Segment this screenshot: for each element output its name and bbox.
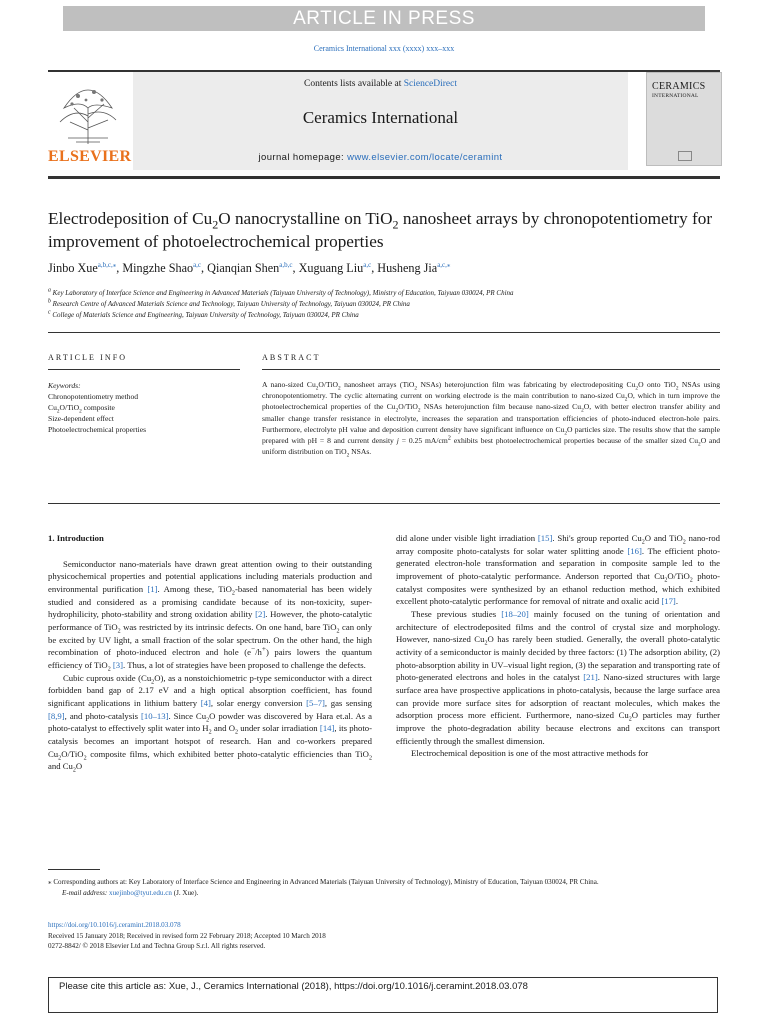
cover-title: CERAMICS [652,81,706,92]
sciencedirect-link[interactable]: ScienceDirect [403,79,457,89]
divider [48,369,240,370]
article-history: https://doi.org/10.1016/j.ceramint.2018.03.078 Received 15 January 2018; Received in revised form 22 February 2018; Accepted 10 March 2018 0272-8842/ © 2018 Elsevier Ltd and Techna Group S.r.l. All rights reserved. [48,921,326,950]
corresponding-footnote: ⁎ Corresponding authors at: Key Laboratory of Interface Science and Engineering in Advanced Materials (Taiyuan University of Technology), Ministry of Education, Taiyuan 030024, PR China. E-mail address: xuejinbo@tyut.edu.cn (J. Xue). [48,878,599,897]
keyword[interactable]: Chronopotentiometry method [48,392,139,401]
affiliation-c: $^c$ College of Materials Science and Engineering, Taiyuan University of Technology, Taiyuan 030024, PR China [48,309,359,319]
body-right-column: did alone under visible light irradiation [15]. Shi's group reported $Cu_2O$ and TiO$_2$ nano-rod array composite photo-catalysts for solar water splitting anode [16]. The efficient photo-generated electron-hole transformation and separation in composite sample led to the improvement of photo-catalytic performance. Anderson reported that $Cu_2O/TiO_2$ photo-catalyst composites were synthesized by an ethanol reduction method, which exhibited excellent photo-catalytic performance for removal of nitrate and oxalic acid [17]. These previous studies [18–20] mainly focused on the tuning of orientation and architecture of electrodeposited films and the control of crystal size and morphology. However, nano-sized $Cu_2O$ has rarely been studied. Generally, the overall photo-catalytic activity of a semiconductor is mainly decided by three factors: (1) The adsorption ability, (2) photo-absorption ability in UV–visual light region, (3) the separation and transporting rate of photo-generated electrons and holes in the catalyst [21]. Nano-sized structures with large surface area have prospective applications in photo-catalysis, because the large surface area can provide more surface sites for adsorption of reactant molecules, which makes the adsorption process more efficient. Furthermore, nano-sized $Cu_2O$ particles may further improve the photo-degradation ability because electrons and excitons can transport efficiently through the smallest dimension. Electrochemical deposition is one of the most attractive methods for [396,533,720,759]
elsevier-tree-icon [54,78,122,146]
author-name[interactable]: Husheng Jia [377,261,438,275]
affiliation-b: $^b$ Research Centre of Advanced Materials Science and Technology, Taiyuan University of Technology, Taiyuan 030024, PR China [48,298,410,308]
abstract-heading: ABSTRACT [262,353,321,362]
elsevier-wordmark: ELSEVIER [48,148,132,165]
header-bottom-rule [48,176,720,179]
journal-cover-thumbnail[interactable] [646,72,722,166]
author-list: Jinbo Xue$^{a,b,c,⁎}$, Mingzhe Shao$^{a,c}$, Qianqian Shen$^{a,b,c}$, Xuguang Liu$^{a,c}$, Husheng Jia$^{a,c,⁎}$ [48,260,451,275]
divider [48,332,720,333]
abstract-text: A nano-sized $Cu_2O/TiO_2$ nanosheet arrays (TiO$_2$ NSAs) heterojunction film was fabricating by electrodepositing $Cu_2O$ onto TiO$_2$ NSAs using chronopotentiometry. The cyclic alternating current on working electrode is the main contribution to nano-sized $Cu_2O$, which in turn improve the photoelectrochemical properties of the $Cu_2O/TiO_2$ NSAs heterojunction film because nano-sized $Cu_2O$, with better electron transfer ability and smaller change transfer resistance in electrolyte, increases the separation and transportation efficiencies of photo-induced electron-hole pairs. Furthermore, electrolyte pH value and deposition current density have significant influence on $Cu_2O$ particles size. The results show that the sample prepared with pH = 8 and current density j = 0.25 $mA/cm^2$ exhibits best photoelectrochemical properties because of the smaller sized $Cu_2O$ and uniform distribution on TiO$_2$ NSAs. [262,380,721,459]
article-in-press-banner: ARTICLE IN PRESS [63,6,705,31]
journal-reference-link[interactable]: Ceramics International xxx (xxxx) xxx–xxx [313,44,455,53]
article-title: Electrodeposition of $Cu_2O$ nanocrystalline on TiO$_2$ nanosheet arrays by chronopotentiometry for improvement of photoelectrochemical properties [48,209,713,251]
keyword[interactable]: $Cu_2O/TiO_2$ composite [48,403,115,415]
affiliation-a: $^a$ Key Laboratory of Interface Science and Engineering in Advanced Materials (Taiyuan University of Technology), Ministry of Education, Taiyuan 030024, PR China [48,287,514,297]
contents-lists: Contents lists available at ScienceDirect [303,79,457,89]
citation-box: Please cite this article as: Xue, J., Ceramics International (2018), https://doi.org/10.1016/j.ceramint.2018.03.078 [48,977,718,1013]
email-link[interactable]: xuejinbo@tyut.edu.cn [109,888,172,897]
footnote-rule [48,869,100,870]
article-info-heading: ARTICLE INFO [48,353,128,362]
divider [48,503,720,504]
keywords-list: Keywords: Chronopotentiometry method $Cu_2O/TiO_2$ composite Size-dependent effect Photoelectrochemical properties [48,381,147,434]
cover-subtitle: INTERNATIONAL [652,93,699,99]
doi-link[interactable]: https://doi.org/10.1016/j.ceramint.2018.03.078 [48,921,181,929]
author-name[interactable]: Jinbo Xue [48,261,98,275]
author-name[interactable]: Mingzhe Shao [122,261,194,275]
section-heading: 1. Introduction [48,533,104,543]
journal-homepage-link[interactable]: www.elsevier.com/locate/ceramint [347,152,503,163]
author-name[interactable]: Qianqian Shen [207,261,280,275]
keyword[interactable]: Photoelectrochemical properties [48,425,147,434]
cover-emblem-icon [678,151,692,161]
journal-title: Ceramics International [302,108,459,127]
journal-homepage: journal homepage: www.elsevier.com/locate/ceramint [258,152,503,163]
author-name[interactable]: Xuguang Liu [298,261,364,275]
divider [262,369,720,370]
elsevier-logo [48,78,132,168]
body-left-column: 1. Introduction Semiconductor nano-materials have drawn great attention owing to their outstanding physicochemical properties and potential applications including materials production and environmental purification [1]. Among these, TiO$_2$-based nanomaterial has been widely studied and considered as a promising candidate because of its non-toxicity, super-hydrophilicity, photo-stability and strong oxidation ability [2]. However, the photo-catalytic performance of TiO$_2$ was restricted by its intrinsic defects. On one hand, bare TiO$_2$ can only be excited by UV light, a small fraction of the solar spectrum. On the other hand, the high recombination of photo-induced electron and hole (e−/h+) pairs lowers the quantum efficiency of TiO$_2$ [3]. Thus, a lot of strategies have been proposed to challenge the defects. Cubic cuprous oxide $(Cu_2O)$, as a nonstoichiometric p-type semiconductor with a direct forbidden band gap of 2.17 eV and a high optical absorption coefficient, has found significant applications in lithium battery [4], solar energy conversion [5–7], gas sensing [8,9], and photo-catalysis [10–13]. Since $Cu_2O$ powder was discovered by Hara et.al. As a photo-catalyst to effectively split water into $H_2$ and $O_2$ under solar irradiation [14], its photo-catalysis becomes an important hotspot of research. Han and co-workers prepared $Cu_2O/TiO_2$ composite films, which exhibited better photo-catalytic efficiencies than TiO$_2$ and $Cu_2O$ [48,533,373,774]
keyword[interactable]: Size-dependent effect [48,414,114,423]
